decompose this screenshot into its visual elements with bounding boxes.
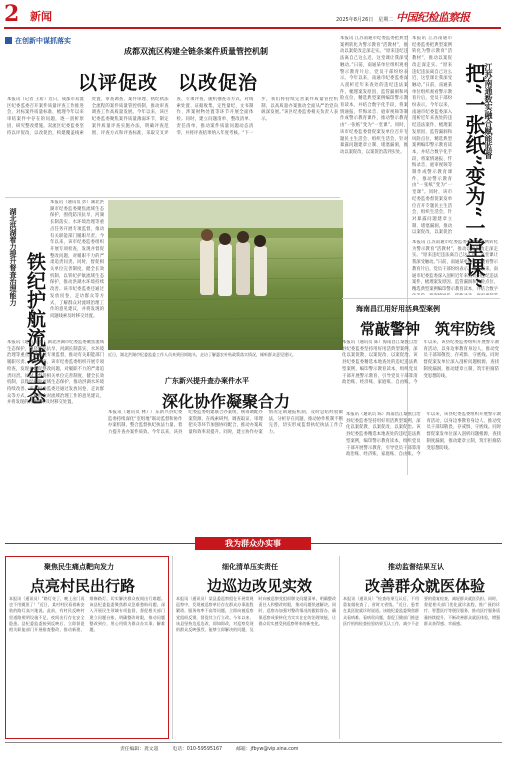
article-2-body-b: 本报讯 江苏南通市纪委监委把典型案例转化为警示教育“活教材”，推动以案促改走深走实。“原来违纪违法离自己这么近，这堂课让我深受触动。”日前，南通某单位组织观看警示教育片后，党员干部纷纷表示。今年以来，南通市纪委监委深入剖析近年来查处的违纪违法案件，梳理案发原因、监管漏洞和风险点位，精选典型案例编印警示教育读本，并结合数字 — [412, 240, 498, 292]
article-5-title: 深化协作凝聚合力 — [162, 392, 291, 411]
column-label: 在创新中谋抓落实 — [5, 35, 71, 46]
article-4-title: 常敲警钟 筑牢防线 — [360, 320, 496, 338]
photo-caption: 近日，湖北洪湖市纪委监委工作人员来到田间地头，走访了解惠农补贴政策落实情况，倾听群众意见建议。 — [108, 352, 296, 357]
article-5-kicker: 广东新兴提升查办案件水平 — [165, 376, 249, 385]
article-3-title: 铁纪护航流域生态 — [24, 252, 46, 404]
article-4-body-cont: 本报讯（通讯员 陈）海南昌江黎族自治县纪委监委坚持用好用活典型案例，深化以案促教、以案促改、以案促治。该县纪委监委精选本地查处的违纪违法典型案例，编印警示教育读本，组织党员干部开展警示教育，引导党员干部算清政治账、经济账、家庭账、自由账。今年以来，该县纪委监委组织开展警示教育活动，以身边事教育身边人，推动党员干部知敬畏、存戒惧、守底线。同时督促案发单位深入剖析问题根源，查找制度漏洞，推动建章立制，筑牢拒腐防变思想防线。 — [346, 412, 501, 458]
column-marker-icon — [5, 37, 12, 44]
bottom-2-body: 本报讯（通讯员）某县委巡察组在开展常规巡察中，发现被巡察单位存在群众办事流程繁琐、服务效率不高等问题，立即向被巡察党组织反馈，督促其立行立改。今年以来，该县坚持边巡边改、即知即改，对巡察发现的群众反映强烈、能够立即解决的问题，及时向被巡察党组织移交问题清单，明确整改责任人和整改时限，推动问题快速解决。同时，巡察办加强对整改情况的跟踪督办，确保巡察成果转化为实实在在的治理效能，让群众切实感受到巡察带来的新变化。 — [176, 596, 336, 633]
article-5-body: 本报讯（通讯员 林）广东新兴县纪委监委持续深化“室组地”联动监督和协作办案机制，整合监督执纪执法力量，着力提升查办案件质效。今年以来，该县纪委监委组建联合办案组，统筹调配办案资源，在线索研判、调查取证、审理把关等环节加强协同配合，推动办案质量和效率双提升。同时，建立协作办案情况定期通报机制，及时总结经验做法，分析存在问题，推动协作机制不断完善，切实形成监督执纪执法工作合力。 — [108, 410, 343, 436]
article-3-kicker: 湖北洪湖着力提升督查治理能力 — [9, 208, 18, 306]
section-banner: 我为群众办实事 — [195, 537, 311, 550]
article-1-title: 以评促改 以改促治 — [78, 72, 259, 94]
bottom-2-kicker: 细化清单压实责任 — [222, 562, 278, 571]
page-number: 2 — [4, 1, 20, 27]
article-2-title: 把“一张纸”变为“一堂课” — [462, 63, 486, 290]
footer-phone: 电话：010-59595167 — [172, 747, 223, 752]
masthead — [0, 0, 505, 30]
section-name: 新闻 — [30, 10, 52, 23]
bottom-1-kicker: 聚焦民生痛点靶向发力 — [44, 562, 114, 571]
article-2-body-a: 本报讯 江苏南通市纪委监委把典型案例转化为警示教育“活教材”，推动以案促改走深走实。“原来违纪违法离自己这么近，这堂课让我深受触动。”日前，南通某单位组织观看警示教育片后，党员干部纷纷表示。今年以来，南通市纪委监委深入剖析近年来查处的违纪违法案件，梳理案发原因、监管漏洞和风险点位，精选典型案例编印警示教育读本，并结合数字化手段，将案情通报、忏悔录音、庭审视频等制作成警示教育课件，推动警示教育由“一张纸”变为“一堂课”。同时，该市纪委监委督促案发单位召开专题民主生活会、组织生活会，针对暴露问题建章立制、堵塞漏洞，推动以案促改、以案促治 — [412, 36, 452, 236]
footer-rule — [5, 742, 502, 743]
article-2-kicker: 江苏南通数实融合赋能监督 — [484, 63, 494, 159]
article-4-body: 本报讯（通讯员 陈）海南昌江黎族自治县纪委监委坚持用好用活典型案例，深化以案促教、以案促改、以案促治。该县纪委监委精选本地查处的违纪违法典型案例，编印警示教育读本，组织党员干部开展警示教育，引导党员干部算清政治账、经济账、家庭账、自由账。今年以来，该县纪委监委组织开展警示教育活动，以身边事教育身边人，推动党员干部知敬畏、存戒惧、守底线。同时督促案发单位深入剖析问题根源，查找制度漏洞，推动建章立制，筑牢拒腐防变思想防线。 — [342, 340, 499, 386]
bottom-1-body: 本报讯（通讯员）“路灯亮了，晚上出门再也不用摸黑了！”近日，某村村民看着新安装的路灯高兴地说。此前，有村民反映村里道路照明设施不足，夜间出行存在安全隐患。县纪委监委接到反映后，立即督促相关职能部门开展排查整改，推动新建、维修路灯，切实解决群众夜间出行难题。该县纪委监委聚焦群众急难愁盼问题，深入开展民生领域专项监督，督促相关部门建立问题台账，明确整改时限，推动问题整改到位，用心用情为群众办实事、解难题。 — [9, 596, 165, 633]
article-1-body: 本报讯（记者 王希）近日，成都市双流区纪委监委召开案件质量评查工作推进会，对标案件质量标准，梳理今年以来审结案件中存在的问题，逐一剖析原因、研究整改措施。双流区纪委监委坚持以评促改、以改促治，构建覆盖线索处置、审查调查、案件审理、执纪执法全流程的案件质量管控机制，推动审查调查工作高质量发展。今年以来，该区纪委监委聚焦案件质量薄弱环节，制定案件质量评查实施办法，明确评查范围、评查方式和评查标准，采取交叉评查、专项评查、随机抽查等方式，对线索处置、证据收集、定性量纪、文书制作、涉案财物处置等环节开展全面体检。同时，建立问题清单、整改清单、责任清单，推动案件质量问题动态清零，并将评查结果纳入年度考核。“下一步，我们将持续完善案件质量管控机制，以高质量办案推动全面从严治党向纵深发展。”该区纪委监委相关负责人表示。 — [7, 97, 338, 136]
newspaper-logo: 中国纪检监察报 — [396, 11, 470, 24]
bottom-1-title: 点亮村民出行路 — [30, 577, 136, 595]
bottom-2-title: 边巡边改见实效 — [207, 577, 313, 595]
footer-email: 邮箱：jfbyw@vip.sina.com — [236, 747, 299, 752]
bottom-3-body: 本报讯（通讯员）“检查结果互认后，不用重复做检查了，省时又省钱。”近日，患者在某医院就诊时说道。该地纪委监委聚焦群众看病难、看病贵问题，督促卫健部门推进医疗机构检查检验结果互认工作，减少不必要的重复检查，减轻群众就医负担。同时，督促相关部门优化就诊流程，推广预约诊疗、智慧医疗等便民服务，推动医疗服务质量持续提升，不断改善群众就医体验，增强群众获得感、幸福感。 — [343, 596, 500, 626]
article-3-body: 本报讯（通讯员 彭）湖北洪湖市纪委监委聚焦流域生态保护，围绕防汛抗旱、河湖长制落实、水环境治理等重点任务开展专项监督，推动有关职能部门履职尽责。今年以来，该市纪委监委组织开展专项检查，发现并督促整改问题，对履职不力的严肃追责问责。同时，督促相关单位完善制度、健全长效机制，以铁纪护航流域生态保护，推动洪湖水环境持续改善。该市纪委监委还通过发放问卷、走访群众等方式，了解群众对流域治理工作的意见建议，并将发现的问题线索及时移交处置。 — [50, 200, 104, 319]
bottom-3-title: 改善群众就医体验 — [365, 577, 486, 595]
rice-field-photo — [108, 200, 343, 350]
bottom-3-kicker: 推动监督结果互认 — [388, 562, 444, 571]
issue-date: 2025年8月26日 星期二 — [336, 17, 394, 23]
article-4-kicker: 海南昌江用好用活典型案例 — [356, 304, 440, 313]
article-2-body: 本报讯 江苏南通市纪委监委把典型案例转化为警示教育“活教材”，推动以案促改走深走实。“原来违纪违法离自己这么近，这堂课让我深受触动。”日前，南通某单位组织观看警示教育片后，党员干部纷纷表示。今年以来，南通市纪委监委深入剖析近年来查处的违纪违法案件，梳理案发原因、监管漏洞和风险点位，精选典型案例编印警示教育读本，并结合数字化手段，将案情通报、忏悔录音、庭审视频等制作成警示教育课件，推动警示教育由“一张纸”变为“一堂课”。同时，该市纪委监委督促案发单位召开专题民主生活会、组织生活会，针对暴露问题建章立制、堵塞漏洞，推动以案促改、以案促治落到实处。 — [340, 36, 408, 155]
footer — [120, 745, 420, 754]
masthead-rule — [4, 27, 501, 29]
footer-editor: 责任编辑：龚文超 — [120, 747, 159, 752]
article-1-kicker: 成都双流区构建全链条案件质量管控机制 — [124, 46, 268, 56]
news-photo — [108, 200, 343, 350]
article-3-body-b: 本报讯（通讯员 彭）湖北洪湖市纪委监委聚焦流域生态保护，围绕防汛抗旱、河湖长制落实、水环境治理等重点任务开展专项监督，推动有关职能部门履职尽责。今年以来，该市纪委监委组织开展专项检查，发现并督促整改问题，对履职不力的严肃追责问责。同时，督促相关单位完善制度、健全长效机制，以铁纪护航流域生态保护，推动洪湖水环境持续改善。该市纪委监委还通过发放问卷、走访群众等方式，了解群众对流域治理工作的意见建议，并将发现的问题线索及时移交处置。 — [7, 340, 104, 406]
